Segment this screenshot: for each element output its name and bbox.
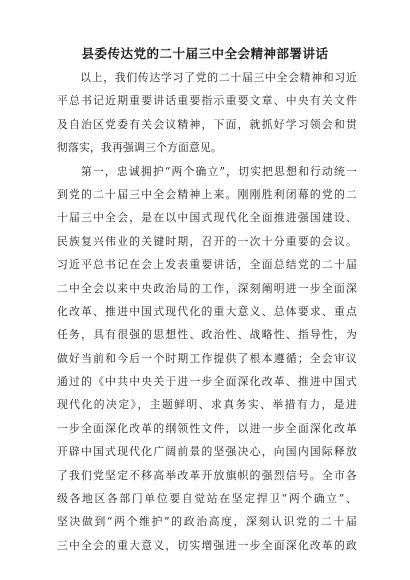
document-title: 县委传达党的二十届三中全会精神部署讲话	[81, 46, 329, 61]
body-line: 以上，我们传达学习了党的二十届三中全会精神和习近	[57, 71, 357, 84]
body-line: 开辟中国式现代化广阔前景的坚强决心，向国内国际释放	[57, 445, 357, 459]
body-line: 三中全会的重大意义，切实增强进一步全面深化改革的政	[57, 538, 357, 552]
body-line: 十届三中全会，是在以中国式现代化全面推进强国建设、	[57, 211, 357, 225]
body-line: 彻落实，我再强调三个方面意见。	[57, 141, 222, 155]
body-line: 一步全面深化改革的纲领性文件，以进一步全面深化改革	[57, 421, 357, 435]
body-line: 了我们党坚定不移高举改革开放旗帜的强烈信号。全市各	[57, 468, 357, 482]
body-line: 二中全会以来中央政治局的工作，深刻阐明进一步全面深	[57, 281, 357, 295]
body-line: 习近平总书记在会上发表重要讲话，全面总结党的二十届	[57, 258, 357, 272]
body-line: 民族复兴伟业的关键时期，召开的一次十分重要的会议。	[57, 234, 357, 248]
body-line: 任务，具有很强的思想性、政治性、战略性、指导性，为	[57, 328, 357, 342]
body-line: 坚决做到“两个维护”的政治高度，深刻认识党的二十届	[57, 515, 357, 529]
document-body	[57, 66, 357, 557]
body-line: 通过的《中共中央关于进一步全面深化改革、推进中国式	[57, 375, 357, 389]
body-line: 到党的二十届三中全会精神上来。刚刚胜利闭幕的党的二	[57, 187, 357, 201]
body-line: 现代化的决定》，主题鲜明、求真务实、举措有力，是进	[57, 398, 357, 412]
body-line: 化改革、推进中国式现代化的重大意义、总体要求、重点	[57, 304, 357, 318]
body-line: 平总书记近期重要讲话重要指示重要文章、中央有关文件	[57, 94, 357, 108]
body-line: 及自治区党委有关会议精神，下面，就抓好学习领会和贯	[57, 117, 357, 131]
body-line: 第一，忠诚拥护“两个确立”，切实把思想和行动统一	[57, 164, 357, 178]
body-line: 级各地区各部门单位要自觉站在坚定捍卫“两个确立”、	[57, 492, 357, 506]
body-line: 做好当前和今后一个时期工作提供了根本遵循；全会审议	[57, 351, 357, 365]
